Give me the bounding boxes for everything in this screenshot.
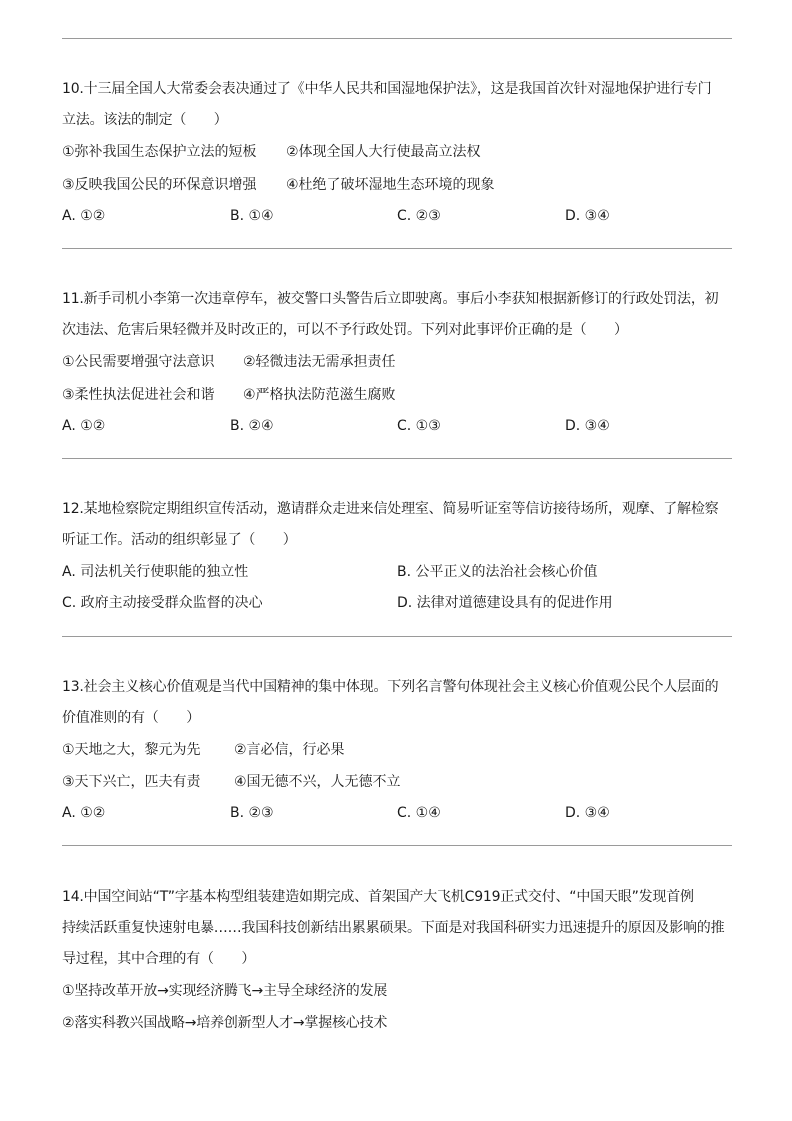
option-c[interactable]: C. ②③ bbox=[397, 208, 441, 224]
statement-2: ②轻微违法无需承担责任 bbox=[243, 354, 396, 370]
question-stem-line: 持续活跃重复快速射电暴……我国科技创新结出累累硕果。下面是对我国科研实力迅速提升的原因及影响的推 bbox=[62, 920, 725, 936]
separator-line bbox=[62, 458, 732, 459]
separator-line bbox=[62, 636, 732, 637]
option-c[interactable]: C. ①③ bbox=[397, 418, 441, 434]
statement-2: ②落实科教兴国战略→培养创新型人才→掌握核心技术 bbox=[62, 1015, 388, 1031]
statement-3: ③柔性执法促进社会和谐 bbox=[62, 387, 215, 403]
option-b[interactable]: B. 公平正义的法治社会核心价值 bbox=[397, 564, 598, 580]
option-b[interactable]: B. ②③ bbox=[230, 805, 274, 821]
separator-line bbox=[62, 248, 732, 249]
question-stem-line: 次违法、危害后果轻微并及时改正的，可以不予行政处罚。下列对此事评价正确的是（ ） bbox=[62, 322, 628, 338]
option-d[interactable]: D. ③④ bbox=[565, 805, 610, 821]
option-a[interactable]: A. ①② bbox=[62, 418, 106, 434]
question-stem-line: 立法。该法的制定（ ） bbox=[62, 112, 228, 128]
statement-4: ④严格执法防范滋生腐败 bbox=[243, 387, 396, 403]
separator-line bbox=[62, 845, 732, 846]
option-d[interactable]: D. 法律对道德建设具有的促进作用 bbox=[397, 595, 613, 611]
option-d[interactable]: D. ③④ bbox=[565, 418, 610, 434]
question-stem-line: 导过程，其中合理的有（ ） bbox=[62, 951, 256, 967]
question-stem-line: 12.某地检察院定期组织宣传活动，邀请群众走进来信处理室、简易听证室等信访接待场所，观摩、了解检察 bbox=[62, 501, 719, 517]
statement-1: ①公民需要增强守法意识 bbox=[62, 354, 215, 370]
statement-1: ①坚持改革开放→实现经济腾飞→主导全球经济的发展 bbox=[62, 983, 388, 999]
question-stem-line: 听证工作。活动的组织彰显了（ ） bbox=[62, 532, 297, 548]
question-stem-line: 11.新手司机小李第一次违章停车，被交警口头警告后立即驶离。事后小李获知根据新修订的行政处罚法，初 bbox=[62, 291, 719, 307]
statement-4: ④杜绝了破坏湿地生态环境的现象 bbox=[286, 177, 495, 193]
question-stem-line: 13.社会主义核心价值观是当代中国精神的集中体现。下列名言警句体现社会主义核心价值观公民个人层面的 bbox=[62, 679, 719, 695]
separator-line bbox=[62, 38, 732, 39]
option-b[interactable]: B. ①④ bbox=[230, 208, 274, 224]
option-b[interactable]: B. ②④ bbox=[230, 418, 274, 434]
option-a[interactable]: A. ①② bbox=[62, 208, 106, 224]
option-a[interactable]: A. 司法机关行使职能的独立性 bbox=[62, 564, 249, 580]
question-stem-line: 14.中国空间站“T”字基本构型组装建造如期完成、首架国产大飞机C919正式交付、“中国天眼”发现首例 bbox=[62, 889, 694, 905]
question-stem-line: 10.十三届全国人大常委会表决通过了《中华人民共和国湿地保护法》，这是我国首次针对湿地保护进行专门 bbox=[62, 81, 712, 97]
statement-3: ③天下兴亡，匹夫有责 bbox=[62, 774, 201, 790]
statement-4: ④国无德不兴，人无德不立 bbox=[234, 774, 401, 790]
option-c[interactable]: C. ①④ bbox=[397, 805, 441, 821]
statement-3: ③反映我国公民的环保意识增强 bbox=[62, 177, 257, 193]
statement-1: ①天地之大，黎元为先 bbox=[62, 742, 201, 758]
question-stem-line: 价值准则的有（ ） bbox=[62, 710, 200, 726]
statement-2: ②言必信，行必果 bbox=[234, 742, 345, 758]
option-c[interactable]: C. 政府主动接受群众监督的决心 bbox=[62, 595, 263, 611]
statement-2: ②体现全国人大行使最高立法权 bbox=[286, 144, 481, 160]
option-d[interactable]: D. ③④ bbox=[565, 208, 610, 224]
option-a[interactable]: A. ①② bbox=[62, 805, 106, 821]
statement-1: ①弥补我国生态保护立法的短板 bbox=[62, 144, 257, 160]
